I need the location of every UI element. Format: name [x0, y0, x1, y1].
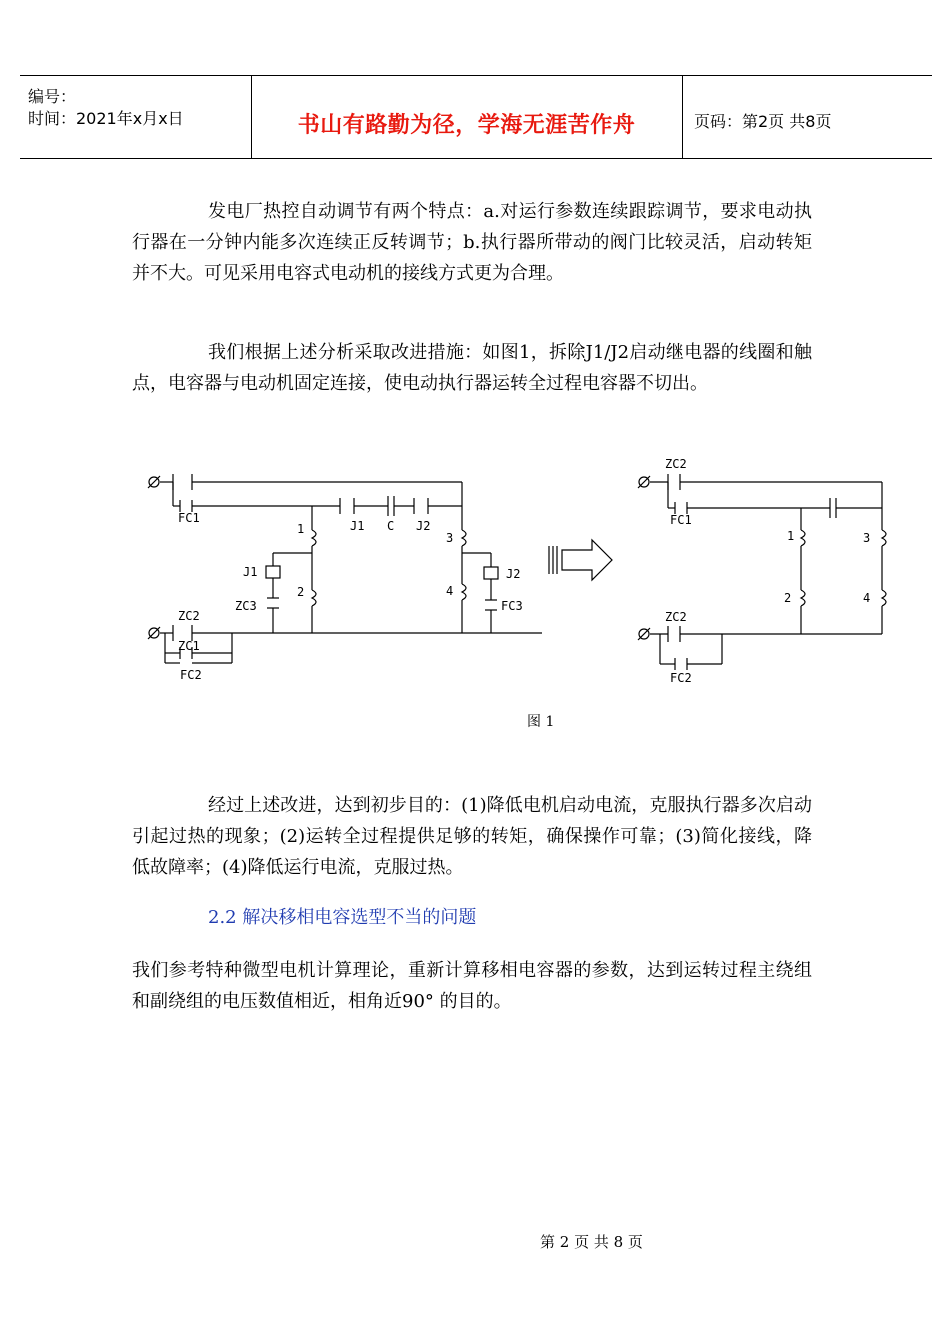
number-label: 编号：: [28, 87, 77, 106]
paragraph-2: 我们根据上述分析采取改进措施：如图1，拆除J1/J2启动继电器的线圈和触点，电容器与电动机固定连接，使电动执行器运转全过程电容器不切出。: [132, 342, 812, 394]
label-2-right: 2: [784, 591, 792, 605]
label-j2: J2: [506, 567, 521, 581]
label-fc2-right: FC2: [670, 671, 692, 685]
label-4: 4: [446, 584, 454, 598]
header-page-cell: [682, 76, 932, 158]
label-fc3: FC3: [501, 599, 523, 613]
label-3: 3: [446, 531, 454, 545]
label-zc2: ZC2: [178, 609, 200, 623]
page-info: 页码：第2页 共8页: [694, 112, 832, 131]
label-1-right: 1: [787, 529, 795, 543]
circuit-figure: [140, 450, 900, 704]
label-4-right: 4: [863, 591, 871, 605]
motto: 书山有路勤为径，学海无涯苦作舟: [297, 113, 636, 138]
label-j1-top: J1: [350, 519, 365, 533]
label-c: C: [387, 519, 395, 533]
label-3-right: 3: [863, 531, 871, 545]
label-fc2: FC2: [180, 668, 202, 682]
figure-caption: 图 1: [527, 714, 555, 730]
label-1: 1: [297, 522, 305, 536]
transform-arrow-icon: [549, 540, 612, 580]
label-fc1-right: FC1: [670, 513, 692, 527]
paragraph-4: 我们参考特种微型电机计算理论，重新计算移相电容器的参数，达到运转过程主绕组和副绕组的电压数值相近，相角近90° 的目的。: [132, 960, 812, 1012]
date-line: 时间：2021年x月x日: [28, 109, 184, 128]
page-footer: 第 2 页 共 8 页: [540, 1233, 643, 1251]
right-circuit: [638, 457, 886, 685]
header-motto-cell: [251, 76, 683, 158]
circuit-diagram: [140, 450, 900, 700]
paragraph-1: 发电厂热控自动调节有两个特点：a.对运行参数连续跟踪调节，要求电动执行器在一分钟内能多次连续正反转调节；b.执行器所带动的阀门比较灵活，启动转矩并不大。可见采用电容式电动机的接线方式更为合理。: [132, 201, 812, 284]
paragraph-3: 经过上述改进，达到初步目的：(1)降低电机启动电流，克服执行器多次启动引起过热的现象；(2)运转全过程提供足够的转矩，确保操作可靠；(3)简化接线，降低故障率；(4)降低运行电流，克服过热。: [132, 795, 812, 878]
label-zc2-top-right: ZC2: [665, 457, 687, 471]
document-header: [20, 75, 932, 159]
label-fc1: FC1: [178, 511, 200, 525]
label-zc3: ZC3: [235, 599, 257, 613]
header-meta: [20, 76, 252, 158]
label-j1: J1: [243, 565, 258, 579]
label-j2-top: J2: [416, 519, 431, 533]
section-heading: 2.2 解决移相电容选型不当的问题: [208, 907, 477, 928]
terminal-slash: [148, 476, 160, 488]
label-2: 2: [297, 585, 305, 599]
left-circuit: [148, 474, 542, 682]
label-zc1: ZC1: [178, 639, 200, 653]
label-zc2-right: ZC2: [665, 610, 687, 624]
